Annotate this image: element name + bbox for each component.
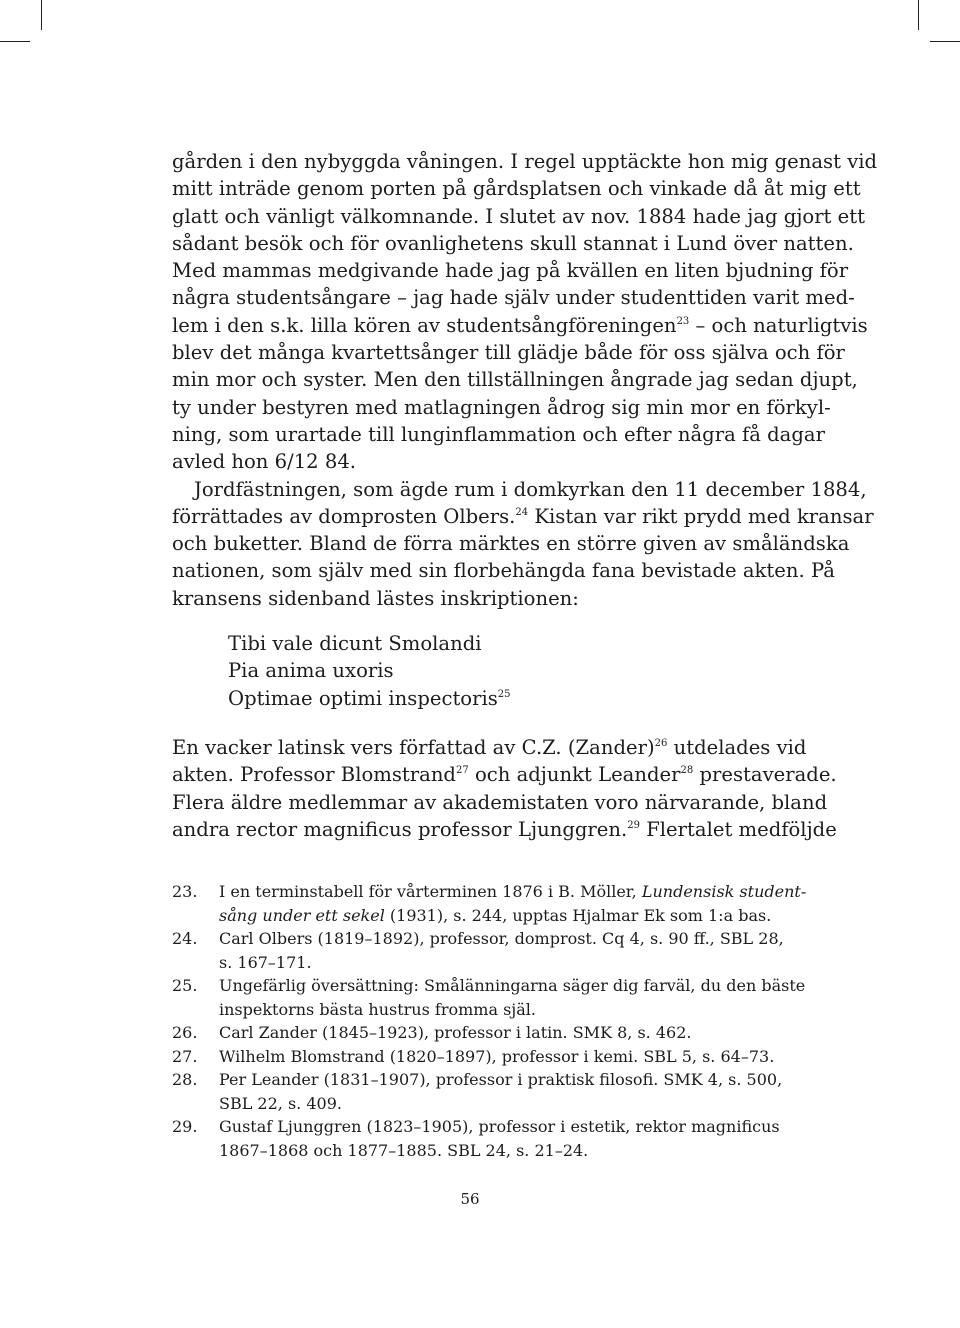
text-line: Gustaf Ljunggren (1823–1905), professor i estetik, rektor magnificus (219, 1117, 780, 1136)
footnote-text (219, 974, 805, 1021)
poem-line: Pia anima uxoris (228, 659, 394, 683)
text-line (172, 503, 874, 530)
footnote-number: 23. (172, 882, 198, 901)
crop-mark-top-right-v (918, 0, 919, 30)
text-segment: Optimae optimi inspectoris (228, 686, 498, 710)
text-line: kransens sidenband lästes inskriptionen: (172, 586, 579, 610)
poem-line: Tibi vale dicunt Smolandi (228, 632, 482, 656)
footnote-text (219, 1068, 782, 1115)
text-line: 1867–1868 och 1877–1885. SBL 24, s. 21–24. (219, 1140, 589, 1160)
text-line: Flera äldre medlemmar av akademistaten voro närvarande, bland (172, 790, 828, 814)
footnote-text (219, 1115, 780, 1162)
text-line: Jordfästningen, som ägde rum i domkyrkan den 11 december 1884, (194, 477, 867, 501)
footnote-23 (172, 880, 807, 927)
text-segment: Flertalet medföljde (639, 817, 837, 841)
text-line: Ungefärlig översättning: Smålänningarna säger dig farväl, du den bäste (219, 976, 806, 995)
text-line: några studentsångare – jag hade själv under studenttiden varit med- (172, 286, 855, 310)
footnote-text (219, 1021, 768, 1045)
footnote-ref-28[interactable]: 28 (680, 765, 694, 777)
footnote-28 (172, 1068, 783, 1115)
text-line (219, 904, 806, 928)
text-line: Med mammas medgivande hade jag på kvällen en liten bjudning för (172, 259, 849, 283)
footnote-25 (172, 974, 806, 1021)
footnote-text (219, 1045, 774, 1069)
text-segment: Kistan var rikt prydd med kransar (528, 504, 874, 528)
text-segment: akten. Professor Blomstrand (172, 763, 456, 787)
text-line: gården i den nybyggda våningen. I regel upptäckte hon mig genast vid (172, 150, 878, 173)
text-line: avled hon 6/12 84. (172, 450, 357, 474)
text-segment: förrättades av domprosten Olbers. (172, 504, 516, 528)
inscription-poem (228, 630, 768, 712)
main-text (172, 148, 878, 843)
text-line (172, 734, 807, 761)
paragraph-3 (172, 734, 837, 843)
text-line: Carl Olbers (1819–1892), professor, domprost. Cq 4, s. 90 ff., SBL 28, (219, 929, 784, 948)
footnote-number: 25. (172, 976, 198, 995)
text-line: inspektorns bästa hustrus fromma själ. (219, 999, 536, 1019)
paragraph-1 (172, 148, 878, 476)
text-segment: utdelades vid (667, 735, 807, 759)
footnotes (172, 880, 807, 1162)
text-line: sådant besök och för ovanlighetens skull stannat i Lund över natten. (172, 231, 854, 255)
text-line (172, 816, 837, 843)
footnote-number: 24. (172, 929, 198, 948)
footnote-ref-26[interactable]: 26 (654, 737, 668, 749)
text-line (172, 312, 868, 339)
text-line (172, 761, 837, 788)
text-line: nationen, som själv med sin florbehängda fana bevistade akten. På (172, 559, 835, 583)
book-title: Lundensisk student- (641, 882, 807, 901)
footnote-ref-27[interactable]: 27 (455, 765, 469, 777)
footnote-number: 28. (172, 1070, 198, 1089)
text-segment: andra rector magnificus professor Ljunggren. (172, 817, 628, 841)
crop-mark-top-right-h (930, 41, 960, 42)
text-line: Carl Zander (1845–1923), professor i latin. SMK 8, s. 462. (219, 1023, 692, 1042)
text-line: mitt inträde genom porten på gårdsplatsen och vinkade då åt mig ett (172, 177, 861, 201)
text-segment: prestaverade. (693, 763, 837, 787)
footnote-ref-29[interactable]: 29 (627, 819, 640, 831)
text-line: och buketter. Bland de förra märktes en större given av småländska (172, 532, 850, 556)
footnote-text (219, 927, 784, 974)
text-line: glatt och vänligt välkomnande. I slutet av nov. 1884 hade jag gjort ett (172, 204, 866, 228)
book-title: sång under ett sekel (219, 905, 385, 925)
footnote-number: 27. (172, 1046, 198, 1066)
footnote-26 (172, 1021, 768, 1045)
text-line: SBL 22, s. 409. (219, 1093, 342, 1113)
text-segment: lem i den s.k. lilla kören av studentsångföreningen (172, 313, 677, 337)
text-line: min mor och syster. Men den tillställningen ångrade jag sedan djupt, (172, 368, 858, 392)
text-segment: – och naturligtvis (689, 313, 868, 337)
text-line: blev det många kvartettsånger till glädje både för oss själva och för (172, 341, 845, 365)
text-line: ning, som urartade till lunginflammation och efter några få dagar (172, 422, 825, 446)
page-number: 56 (460, 1190, 480, 1208)
text-line: ty under bestyren med matlagningen ådrog sig min mor en förkyl- (172, 395, 831, 419)
footnote-29 (172, 1115, 780, 1162)
footnote-number: 29. (172, 1117, 198, 1136)
paragraph-2 (172, 476, 874, 612)
text-line: Wilhelm Blomstrand (1820–1897), professor i kemi. SBL 5, s. 64–73. (219, 1046, 775, 1066)
footnote-24 (172, 927, 784, 974)
footnote-ref-24[interactable]: 24 (515, 506, 529, 518)
text-segment: och adjunkt Leander (468, 763, 681, 787)
text-line (219, 880, 806, 904)
text-segment: En vacker latinsk vers författad av C.Z. (Zander) (172, 735, 655, 759)
text-line: Per Leander (1831–1907), professor i praktisk filosofi. SMK 4, s. 500, (219, 1070, 783, 1089)
footnote-ref-23[interactable]: 23 (676, 315, 690, 327)
text-line: s. 167–171. (219, 952, 312, 972)
footnote-ref-25[interactable]: 25 (497, 688, 511, 700)
poem-line (228, 685, 768, 712)
text-segment: (1931), s. 244, upptas Hjalmar Ek som 1:a bas. (384, 905, 772, 925)
crop-mark-top-left-h (0, 41, 30, 42)
text-segment: I en terminstabell för vårterminen 1876 i B. Möller, (219, 882, 642, 901)
crop-mark-top-left-v (41, 0, 42, 30)
footnote-text (219, 880, 806, 927)
footnote-number: 26. (172, 1023, 198, 1042)
footnote-27 (172, 1045, 775, 1069)
